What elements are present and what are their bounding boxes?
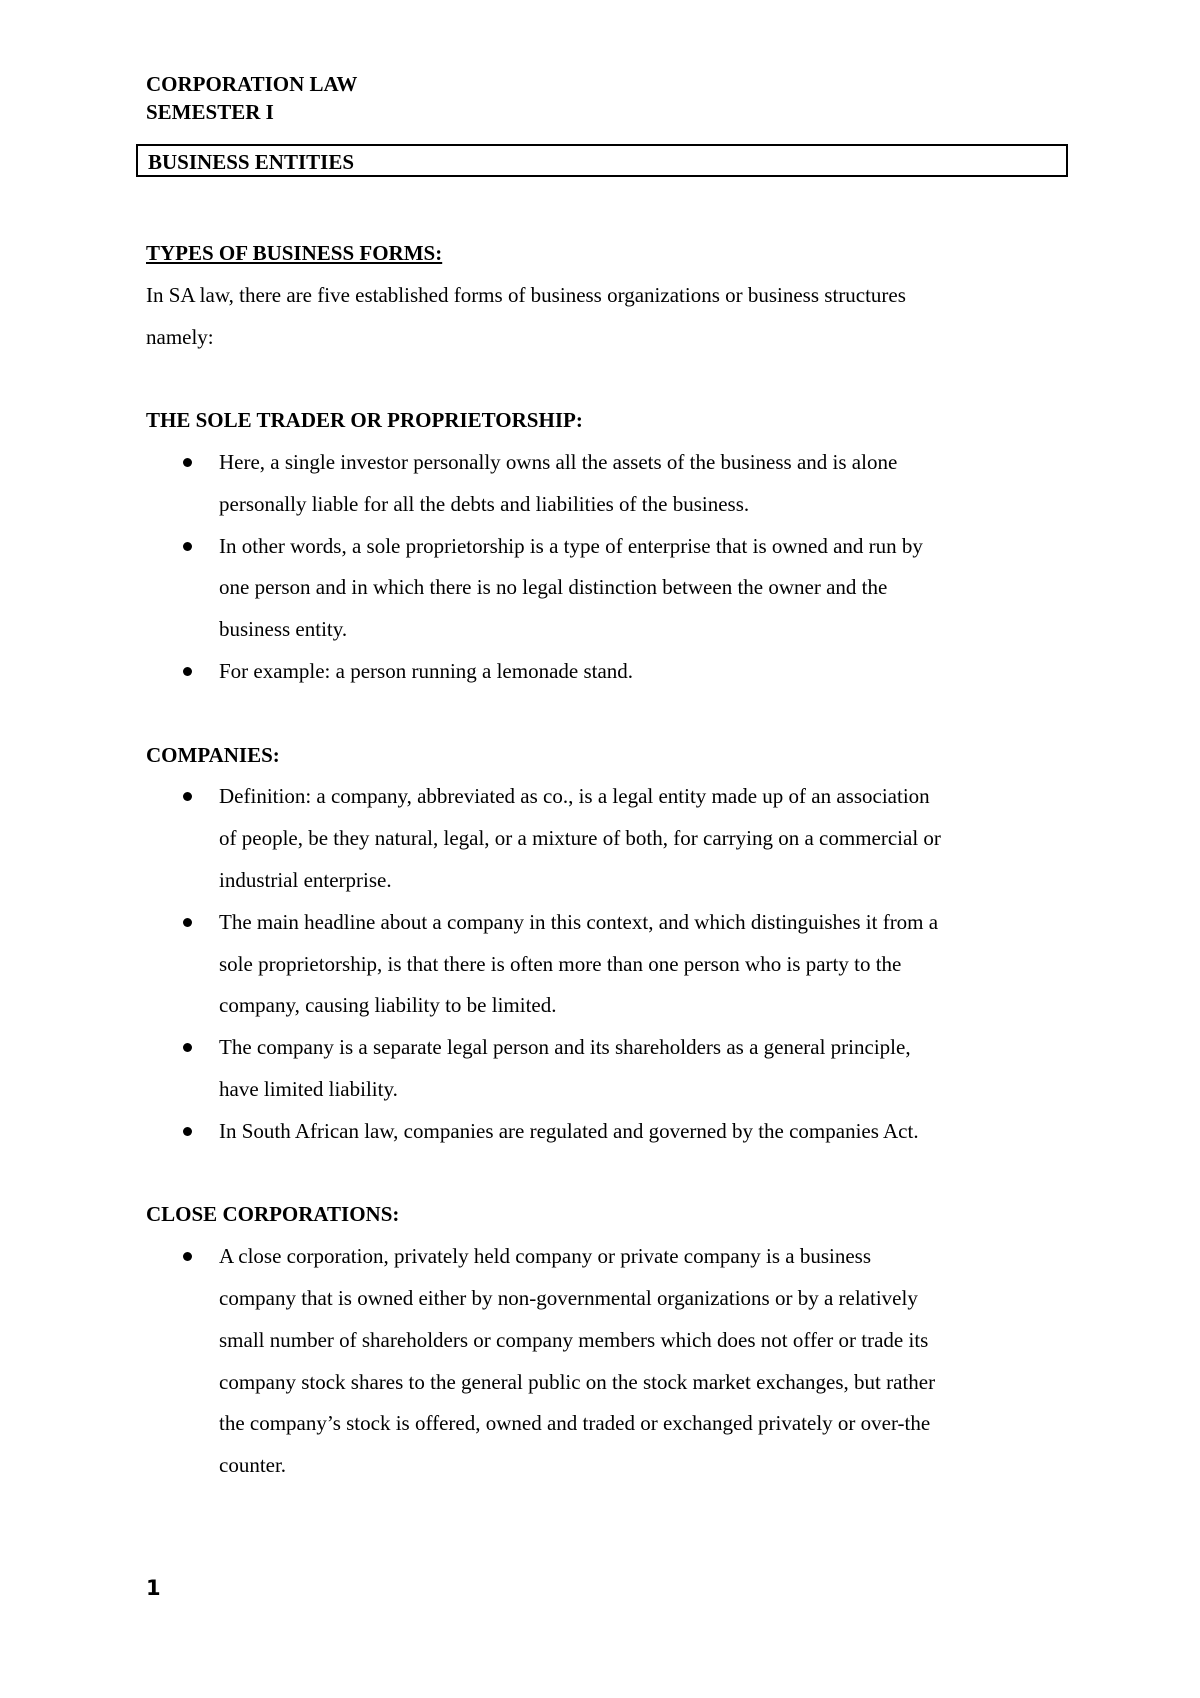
bullet-list-sole-trader (146, 442, 1066, 693)
bullet-line: have limited liability. (219, 1076, 398, 1101)
bullet-icon (183, 1252, 192, 1261)
bullet-line: industrial enterprise. (219, 867, 392, 892)
list-item (146, 776, 1066, 901)
page-number: 1 (146, 1576, 161, 1600)
list-item (146, 651, 1066, 693)
bullet-icon (183, 1043, 192, 1052)
section-heading-sole-trader: THE SOLE TRADER OR PROPRIETORSHIP: (146, 408, 583, 433)
title-box-text: BUSINESS ENTITIES (148, 150, 355, 174)
section-heading-companies: COMPANIES: (146, 742, 280, 767)
title-box (136, 144, 1068, 177)
bullet-list-close-corporations (146, 1236, 1066, 1487)
bullet-icon (183, 458, 192, 467)
bullet-line: personally liable for all the debts and liabilities of the business. (219, 491, 750, 516)
course-title: CORPORATION LAW (146, 72, 358, 96)
bullet-icon (183, 792, 192, 801)
intro-text-line-2: namely: (146, 324, 214, 349)
bullet-icon (183, 918, 192, 927)
bullet-line: Definition: a company, abbreviated as co., is a legal entity made up of an association (219, 784, 930, 809)
list-item (146, 526, 1066, 651)
bullet-line: For example: a person running a lemonade stand. (219, 658, 634, 683)
semester-label: SEMESTER I (146, 100, 274, 124)
bullet-line: In other words, a sole proprietorship is a type of enterprise that is owned and run by (219, 533, 923, 558)
bullet-line: small number of shareholders or company members which does not offer or trade its (219, 1327, 929, 1352)
list-item (146, 1236, 1066, 1487)
section-heading-close-corporations: CLOSE CORPORATIONS: (146, 1202, 400, 1227)
document-body (146, 233, 1066, 1487)
list-item (146, 1111, 1066, 1153)
bullet-line: company, causing liability to be limited. (219, 993, 557, 1018)
bullet-line: company stock shares to the general public on the stock market exchanges, but rather (219, 1369, 936, 1394)
bullet-line: Here, a single investor personally owns all the assets of the business and is alone (219, 449, 898, 474)
intro-heading: TYPES OF BUSINESS FORMS: (146, 241, 443, 265)
list-item (146, 1027, 1066, 1111)
list-item (146, 442, 1066, 526)
bullet-line: In South African law, companies are regulated and governed by the companies Act. (219, 1118, 919, 1143)
bullet-icon (183, 1127, 192, 1136)
bullet-line: The company is a separate legal person and its shareholders as a general principle, (219, 1035, 911, 1060)
bullet-line: business entity. (219, 617, 348, 642)
bullet-line: counter. (219, 1453, 287, 1478)
bullet-list-companies (146, 776, 1066, 1152)
bullet-line: sole proprietorship, is that there is often more than one person who is party to the (219, 951, 902, 976)
intro-text-line-1: In SA law, there are five established forms of business organizations or business structures (146, 282, 906, 307)
bullet-line: one person and in which there is no legal distinction between the owner and the (219, 575, 888, 600)
bullet-line: A close corporation, privately held company or private company is a business (219, 1244, 871, 1269)
bullet-line: of people, be they natural, legal, or a mixture of both, for carrying on a commercial or (219, 826, 941, 851)
bullet-line: the company’s stock is offered, owned and traded or exchanged privately or over-the (219, 1411, 931, 1436)
bullet-line: The main headline about a company in this context, and which distinguishes it from a (219, 909, 939, 934)
bullet-icon (183, 542, 192, 551)
list-item (146, 902, 1066, 1027)
bullet-icon (183, 667, 192, 676)
bullet-line: company that is owned either by non-governmental organizations or by a relatively (219, 1285, 918, 1310)
